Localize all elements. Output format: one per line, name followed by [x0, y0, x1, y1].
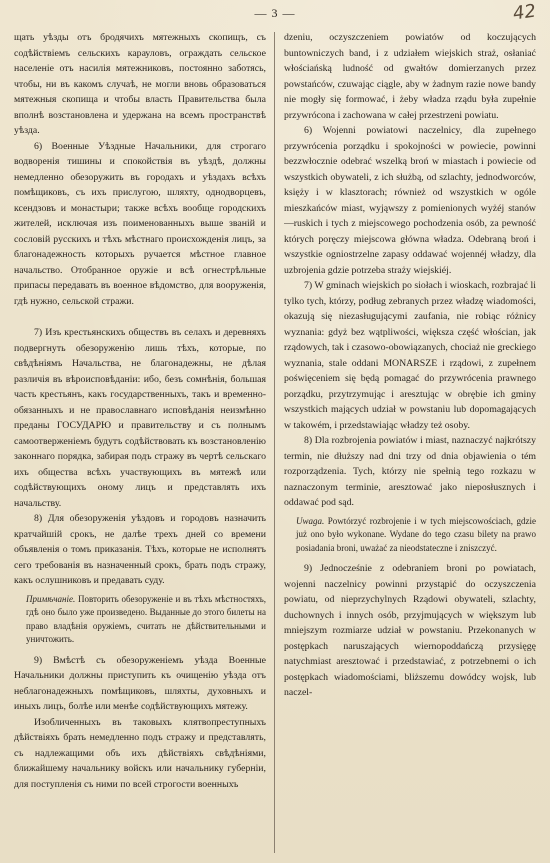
paragraph-gap: [14, 309, 266, 325]
left-column-russian: [14, 30, 266, 857]
paragraph: 7) W gminach wiejskich po siołach i wioskach, rozbrajać li tylko tych, którzy, podług zebranych przez władzę wiadomości, okazują się niezasługującymi zaufania, nie robiąc różnicy wyznania: gdyż bez wątpliwości, większa część włościan, jak rządowych, tak i czasowo-obowiązanych, chociaż nie greckiego wyznania, stale oddani MONARSZE i rządowi, z zupełnem poświęceniem się będą pomagać do przywrócenia prawnego porządku, przytrzymując i aresztując w obrębie ich gminy wszystkich mających udział w powstaniu lub dopomagających w takowém, i przedstawiając władzy też osoby.: [284, 280, 536, 431]
paragraph: dzeniu, oczyszczeniem powiatów od koczujących buntowniczych band, i z udziałem wiejskich straż, osłaniać włościańską ludność od gwałtów domierzanych przez powstańców, czuwając ciągle, aby w żadnym razie nowe bandy nie mogły się formować, i żeby władza rządu była zupełnie przywrócona i zachowana w całej przestrzeni powiatu.: [284, 32, 536, 121]
paragraph: 7) Изъ крестьянскихъ обществъ въ селахъ и деревняхъ подвергнуть обезоруженію лишь тѣхъ, которые, по свѣдѣніямъ Начальства, не благонадежны, не дѣлая различія въ вѣроисповѣданіи: ибо, безъ сомнѣнія, большая часть крестьянъ, какъ государственныхъ, такъ и временно-обязанныхъ и не православнаго исповѣданія неизмѣнно преданы ГОСУДАРЮ и правительству и съ полнымъ самоотверженіемъ будутъ содѣйствовать къ возстановленію законнаго порядка, забирая подъ стражу въ чертѣ сельскаго ихъ общества всѣхъ участвующихъ въ мятежѣ или содѣйствующихъ оному лицъ и представлять ихъ начальству.: [14, 327, 266, 509]
page-header: [0, 6, 550, 26]
handwritten-page-number: 42: [511, 0, 538, 25]
note-block: [26, 593, 266, 647]
paragraph: 6) Wojenni powiatowi naczelnicy, dla zupełnego przywrócenia porządku i spokojności w powiecie, powinni bezzwłocznie odebrać wszelką broń w miastach i powiecie od wszystkich obywateli, z ich służbą, od szlachty, jednodworców, księży i w klasztorach; również od wszystkich w ogóle mieszkańców miast, wyjąwszy z pomienionych wyżéj stanów—ruskich i tych z miejscowego pochodzenia osób, za pewność których poręczy miejscowa główna władza. Odebraną broń i wszystkie ogniostrzelne zapasy oddawać wojennéj władzy, dla uzbrojenia gdzie potrzeba straży wiejskiéj.: [284, 125, 536, 276]
paragraph: 9) Вмѣстѣ съ обезоруженіемъ уѣзда Военные Начальники должны приступить къ очищенію уѣзда отъ неблагонадежныхъ помѣщиковъ, шляхты, духовныхъ и иныхъ лицъ, болѣе или менѣе содѣйствующихъ мятежу.: [14, 654, 266, 712]
note-block: [296, 515, 536, 556]
note-text: Powtórzyć rozbrojenie i w tych miejscowościach, gdzie już ono było wykonane. Wydane do tego czasu bilety na prawo posiadania broni, uważać za nieodstateczne i zniszczyć.: [296, 515, 536, 553]
paragraph: щать уѣзды отъ бродячихъ мятежныхъ скопищъ, съ содѣйствіемъ сельскихъ карауловъ, ограждать сельское населеніе отъ насилія мятежниковъ, постоянно заботясь, чтобы, ни въ какомъ случаѣ, не могли вновь образоваться мятежныя скопища и чтобы власть Правительства была вполнѣ возстановлена и удержана на всемъ пространствѣ уѣзда.: [14, 32, 266, 136]
note-lead: Примѣчаніе.: [26, 593, 76, 604]
paragraph: Изобличенныхъ въ таковыхъ клятвопреступныхъ дѣйствіяхъ брать немедленно подъ стражу и представлять, съ надлежащими объ ихъ дѣйствіяхъ свѣдѣніями, ближайшему начальнику войскъ или начальнику губерніи, для поступленія съ ними по всей строгости военныхъ: [14, 716, 266, 790]
page-number: — 3 —: [254, 6, 296, 20]
paragraph: 8) Dla rozbrojenia powiatów i miast, naznaczyć najkrótszy termin, nie dłuższy nad dni trzy od dnia objawienia o tém rozporządzenia. Tych, którzy nie spełnią tego rozkazu w naznaczonym terminie, aresztować jako nieposłusznych i oddawać pod sąd.: [284, 435, 536, 508]
right-column-polish: [284, 30, 536, 857]
column-divider: [274, 32, 275, 853]
paragraph: 8) Для обезоруженія уѣздовъ и городовъ назначить кратчайшій срокъ, не далѣе трехъ дней со времени объявленія о томъ приказанія. Тѣхъ, которые не исполнятъ сего требованія въ назначенный срокъ, брать подъ стражу, какъ ослушниковъ и предавать суду.: [14, 513, 266, 586]
paragraph: 6) Военные Уѣздные Начальники, для строгаго водворенія тишины и спокойствія въ уѣздѣ, должны немедленно обезоружить въ городахъ и уѣздахъ всѣхъ помѣщиковъ, съ ихъ прислугою, шляхту, однодворцевъ, ксендзовъ и монастыри; также всѣхъ вообще городскихъ жителей, исключая изъ поименованныхъ выше званій и сословій русскихъ и тѣхъ мѣстнаго происхожденія лицъ, за благонадежность которыхъ ручается мѣстное главное начальство. Отобранное оружіе и всѣ огнестрѣльные припасы передавать въ военное вѣдомство, для вооруженія, гдѣ нужно, сельской стражи.: [14, 140, 266, 307]
note-lead: Uwaga.: [296, 515, 325, 526]
paragraph: 9) Jednocześnie z odebraniem broni po powiatach, wojenni naczelnicy powinni przystąpić do oczyszczenia powiatu, od nieprzychylnych Rządowi obywateli, szlachty, duchownych i innych osób, przyjmujących w większym lub mniejszym rozmiarze udział w powstaniu. Przekonanych w postępkach naruszających wiernopoddańczą przysięgę natychmiast aresztować i przedstawiać, z potrzebnemi o ich postępkach wiadomościami, bliższemu dowódcy wojsk, lub naczel-: [284, 563, 536, 698]
note-text: Повторить обезоруженіе и въ тѣхъ мѣстностяхъ, гдѣ оно было уже произведено. Выданные до этого билеты на право владѣнія оружіемъ, считать не дѣйствительными и уничтожить.: [26, 593, 266, 644]
